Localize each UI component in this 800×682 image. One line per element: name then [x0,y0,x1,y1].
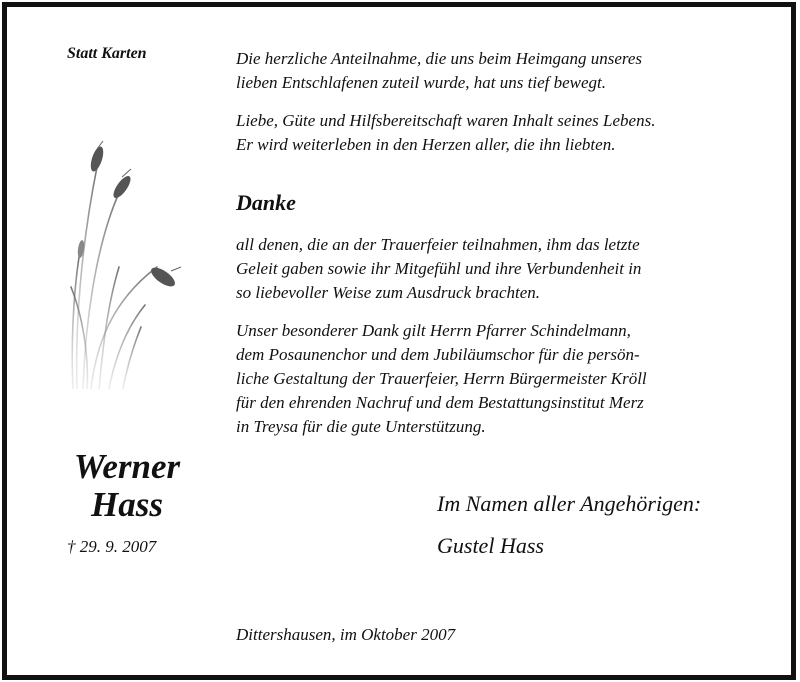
danke-heading: Danke [236,190,296,215]
obituary-card [2,2,796,680]
deceased-first-name: Werner [73,447,181,486]
thanks-paragraph-1 [236,233,756,305]
deceased-last-name: Hass [91,485,163,524]
wheat-ears-icon [67,127,187,389]
thanks-line: liche Gestaltung der Trauerfeier, Herrn Bürgermeister Kröll [236,369,647,388]
signature-line-2: Gustel Hass [437,533,544,558]
tribute-line: Er wird weiterleben in den Herzen aller, die ihn liebten. [236,135,616,154]
place-date: Dittershausen, im Oktober 2007 [236,625,456,644]
thanks-line: Unser besonderer Dank gilt Herrn Pfarrer Schindelmann, [236,321,631,340]
thanks-line: für den ehrenden Nachruf und dem Bestattungsinstitut Merz [236,393,644,412]
signature-line-1: Im Namen aller Angehörigen: [437,491,702,516]
tribute-line: Liebe, Güte und Hilfsbereitschaft waren Inhalt seines Lebens. [236,111,656,130]
thanks-line: all denen, die an der Trauerfeier teilnahmen, ihm das letzte [236,235,640,254]
intro-paragraph [236,47,756,95]
thanks-line: in Treysa für die gute Unterstützung. [236,417,486,436]
statt-karten-label: Statt Karten [67,45,147,62]
thanks-line: so liebevoller Weise zum Ausdruck brachten. [236,283,541,302]
death-date: † 29. 9. 2007 [67,537,157,556]
thanks-paragraph-2 [236,319,756,439]
intro-line: Die herzliche Anteilnahme, die uns beim Heimgang unseres [236,49,643,68]
thanks-line: Geleit gaben sowie ihr Mitgefühl und ihre Verbundenheit in [236,259,642,278]
thanks-line: dem Posaunenchor und dem Jubiläumschor für die persön- [236,345,640,364]
tribute-paragraph [236,109,756,157]
intro-line: lieben Entschlafenen zuteil wurde, hat uns tief bewegt. [236,73,606,92]
